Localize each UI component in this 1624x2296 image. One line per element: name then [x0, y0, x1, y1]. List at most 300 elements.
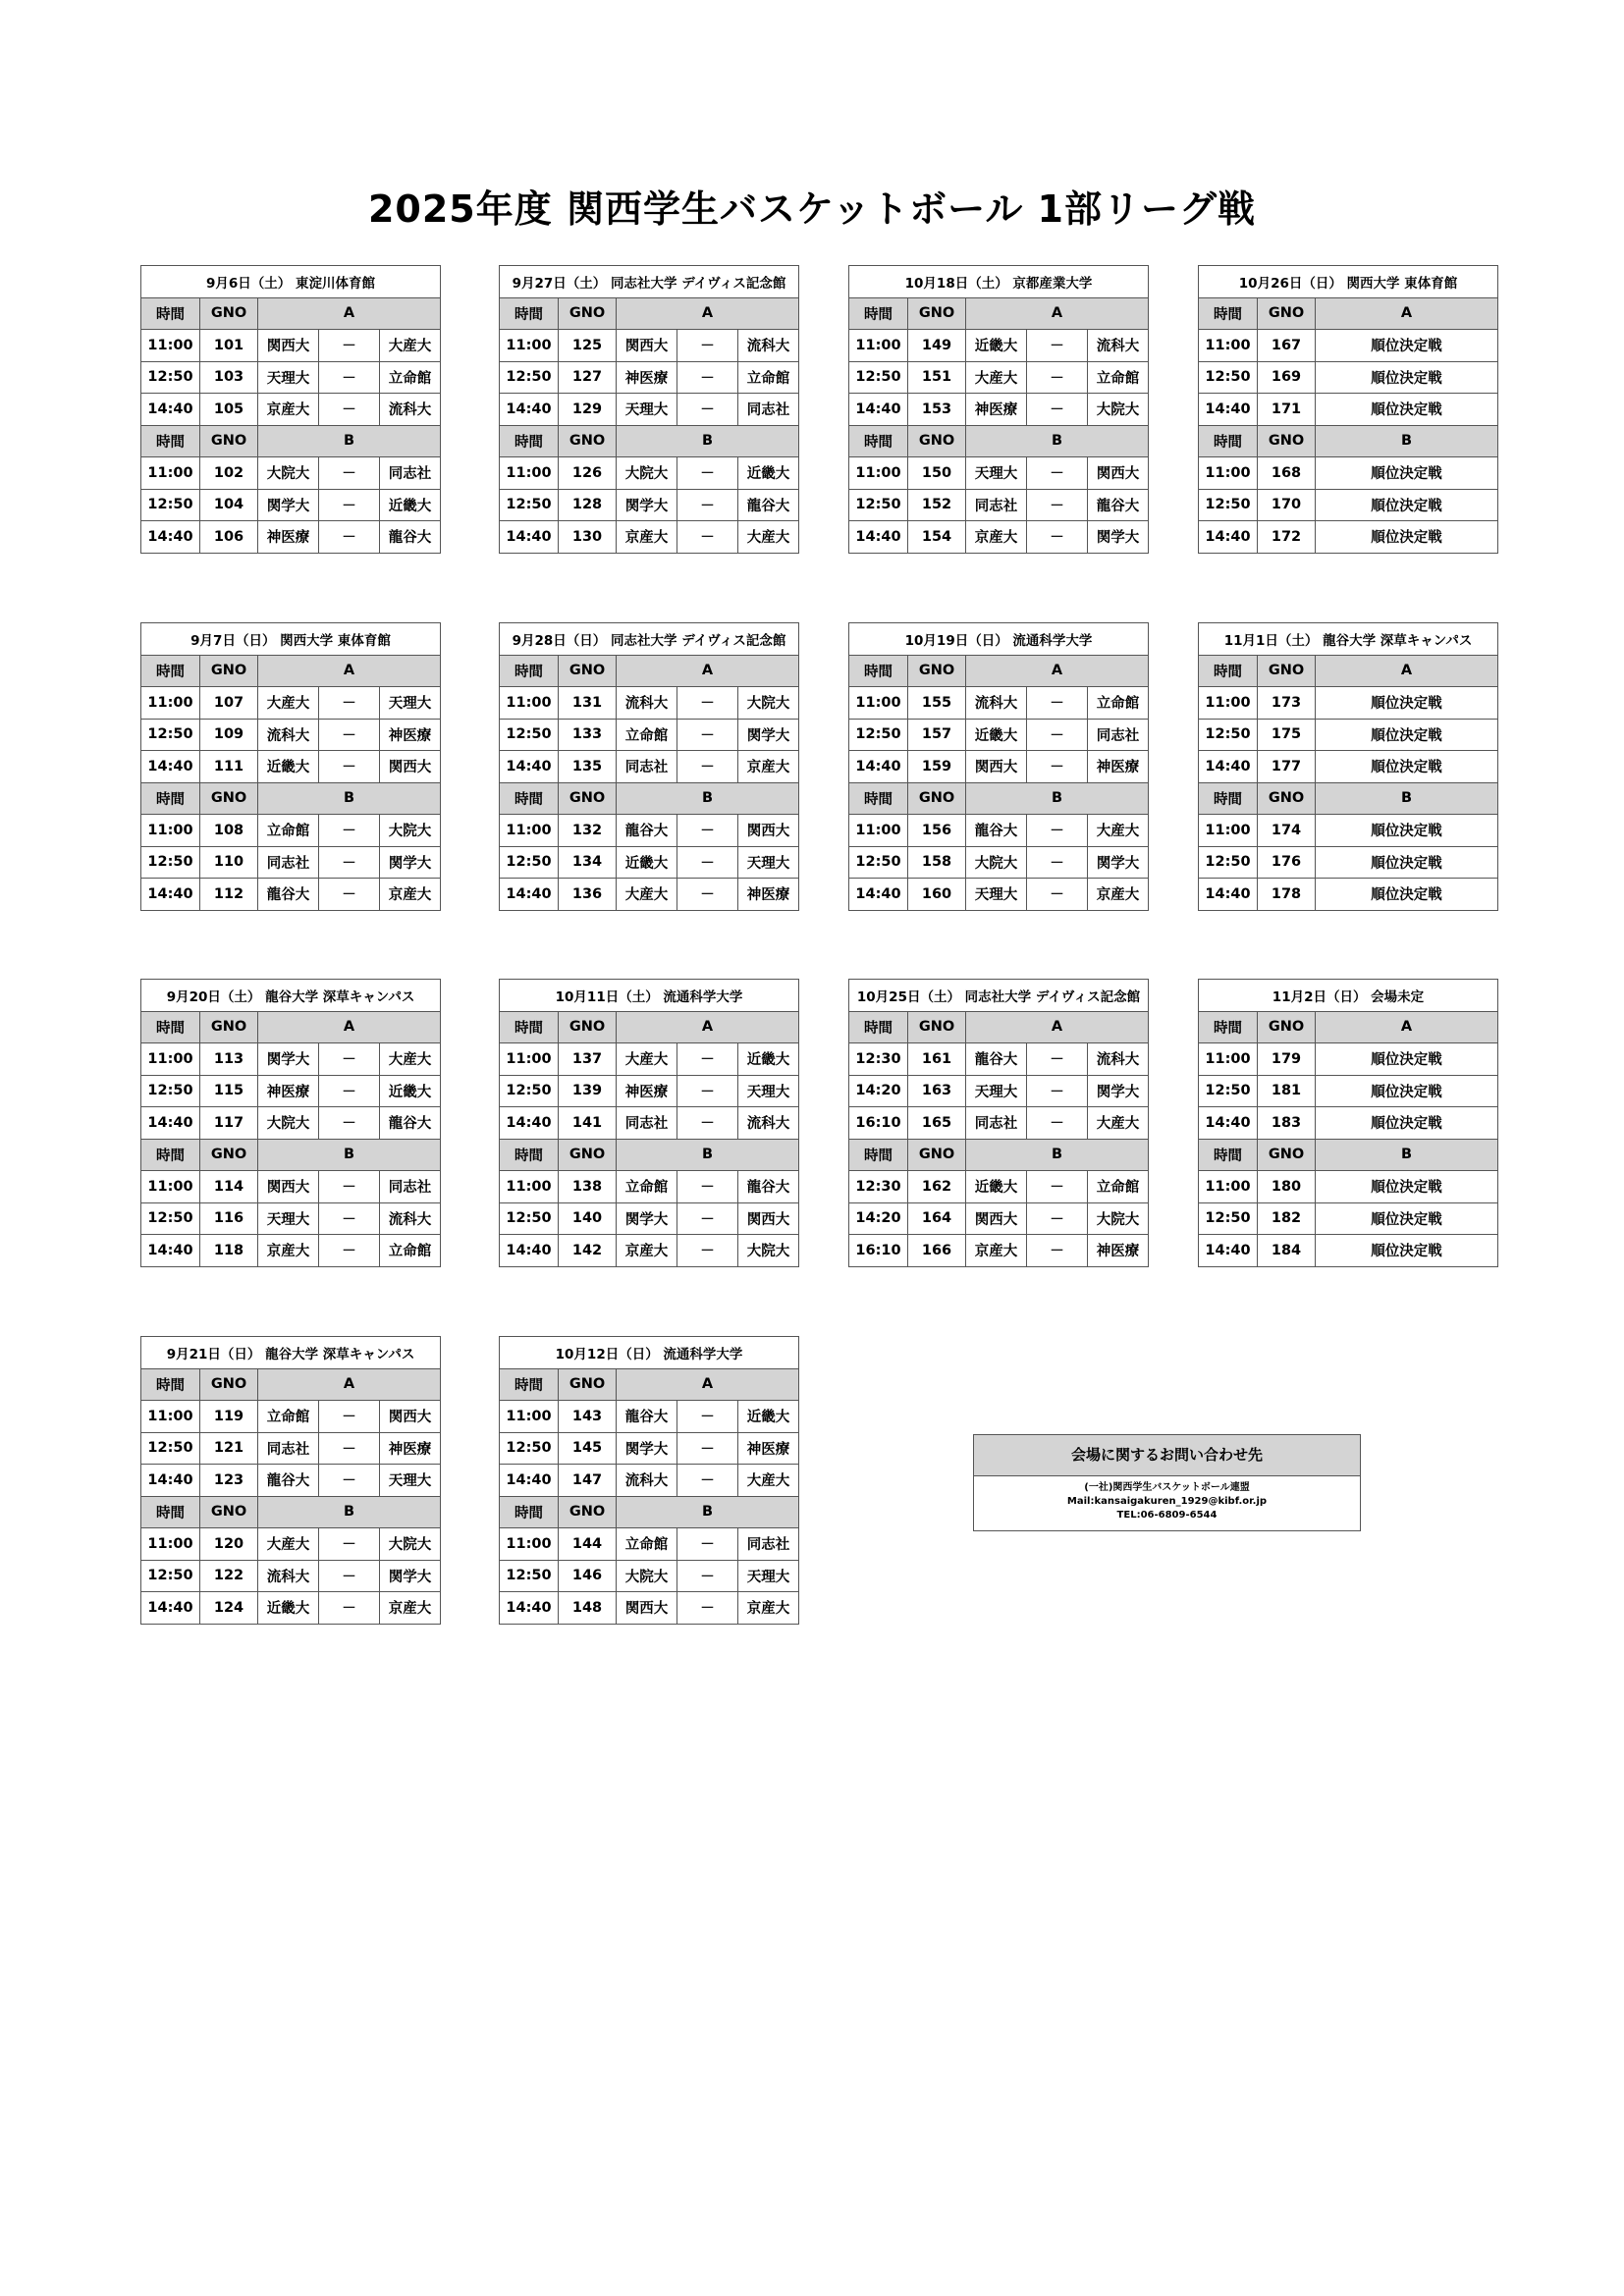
day-schedule-table	[499, 979, 798, 1267]
game-number: 146	[559, 1560, 617, 1592]
game-row	[849, 1171, 1149, 1203]
versus-dash: －	[677, 1592, 738, 1625]
group-header-row	[500, 425, 799, 457]
versus-dash: －	[319, 879, 380, 911]
game-time: 14:40	[1199, 521, 1258, 554]
game-number: 142	[559, 1235, 617, 1267]
game-row	[500, 719, 799, 751]
home-team: 龍谷大	[258, 879, 319, 911]
game-number: 123	[200, 1465, 258, 1497]
day-schedule-table	[499, 622, 798, 911]
schedule-table	[140, 1336, 441, 1625]
away-team: 大産大	[380, 330, 441, 362]
game-number: 140	[559, 1202, 617, 1235]
group-header-row	[1199, 425, 1498, 457]
home-team: 天理大	[258, 361, 319, 394]
game-number: 102	[200, 457, 258, 490]
versus-dash: －	[319, 1592, 380, 1625]
contact-mail: Mail:kansaigakuren_1929@kibf.or.jp	[1066, 1496, 1268, 1507]
game-number: 176	[1258, 846, 1316, 879]
group-label: A	[966, 297, 1149, 330]
game-row	[1199, 687, 1498, 720]
gno-column-header: GNO	[908, 1011, 966, 1043]
group-header-row	[500, 655, 799, 687]
game-row	[1199, 394, 1498, 426]
home-team: 龍谷大	[966, 815, 1027, 847]
game-number: 144	[559, 1528, 617, 1561]
game-number: 128	[559, 489, 617, 521]
time-column-header: 時間	[141, 1011, 200, 1043]
gno-column-header: GNO	[1258, 655, 1316, 687]
home-team: 龍谷大	[966, 1043, 1027, 1076]
schedule-table	[1198, 265, 1498, 554]
game-number: 141	[559, 1107, 617, 1140]
versus-dash: －	[319, 1560, 380, 1592]
game-number: 113	[200, 1043, 258, 1076]
game-number: 156	[908, 815, 966, 847]
gno-column-header: GNO	[559, 782, 617, 815]
group-label: A	[258, 655, 441, 687]
game-row	[500, 815, 799, 847]
group-label: B	[1316, 1139, 1498, 1171]
game-number: 157	[908, 719, 966, 751]
game-number: 106	[200, 521, 258, 554]
away-team: 大院大	[1088, 394, 1149, 426]
game-number: 114	[200, 1171, 258, 1203]
game-row	[500, 879, 799, 911]
time-column-header: 時間	[849, 297, 908, 330]
group-label: A	[258, 1011, 441, 1043]
game-time: 12:50	[500, 1560, 559, 1592]
away-team: 京産大	[738, 751, 799, 783]
group-label: A	[617, 1011, 799, 1043]
game-row	[849, 719, 1149, 751]
versus-dash: －	[677, 1560, 738, 1592]
away-team: 京産大	[738, 1592, 799, 1625]
game-time: 14:40	[500, 521, 559, 554]
versus-dash: －	[319, 1528, 380, 1561]
away-team: 天理大	[738, 846, 799, 879]
home-team: 近畿大	[966, 330, 1027, 362]
game-number: 119	[200, 1401, 258, 1433]
away-team: 同志社	[738, 1528, 799, 1561]
versus-dash: －	[1027, 1107, 1088, 1140]
schedule-table	[140, 979, 441, 1267]
game-number: 175	[1258, 719, 1316, 751]
versus-dash: －	[677, 1528, 738, 1561]
game-time: 12:50	[500, 361, 559, 394]
game-row	[500, 361, 799, 394]
home-team: 近畿大	[258, 751, 319, 783]
game-row	[1199, 521, 1498, 554]
game-row	[1199, 457, 1498, 490]
home-team: 京産大	[966, 521, 1027, 554]
game-time: 12:50	[500, 846, 559, 879]
home-team: 大院大	[617, 1560, 677, 1592]
game-time: 14:40	[141, 394, 200, 426]
game-row	[141, 1107, 441, 1140]
game-time: 12:50	[500, 1075, 559, 1107]
away-team: 神医療	[738, 1432, 799, 1465]
game-number: 115	[200, 1075, 258, 1107]
game-time: 11:00	[141, 687, 200, 720]
game-time: 14:40	[141, 1235, 200, 1267]
game-number: 164	[908, 1202, 966, 1235]
game-number: 133	[559, 719, 617, 751]
home-team: 流科大	[617, 1465, 677, 1497]
venue-date-header: 10月11日（土） 流通科学大学	[500, 980, 799, 1012]
game-number: 117	[200, 1107, 258, 1140]
venue-date-header: 9月21日（日） 龍谷大学 深草キャンパス	[141, 1337, 441, 1369]
game-number: 180	[1258, 1171, 1316, 1203]
gno-column-header: GNO	[200, 1139, 258, 1171]
home-team: 天理大	[966, 457, 1027, 490]
versus-dash: －	[677, 1075, 738, 1107]
away-team: 関西大	[738, 815, 799, 847]
game-row	[500, 1401, 799, 1433]
versus-dash: －	[319, 394, 380, 426]
game-row	[1199, 361, 1498, 394]
game-time: 14:40	[141, 1592, 200, 1625]
away-team: 大産大	[738, 521, 799, 554]
game-row	[141, 1043, 441, 1076]
game-number: 166	[908, 1235, 966, 1267]
game-time: 14:40	[849, 394, 908, 426]
home-team: 近畿大	[966, 1171, 1027, 1203]
gno-column-header: GNO	[559, 1139, 617, 1171]
game-row	[500, 521, 799, 554]
day-schedule-table	[848, 265, 1148, 554]
game-row	[500, 846, 799, 879]
time-column-header: 時間	[849, 425, 908, 457]
game-row	[1199, 815, 1498, 847]
venue-date-header: 10月19日（日） 流通科学大学	[849, 623, 1149, 656]
game-time: 14:40	[849, 751, 908, 783]
game-number: 124	[200, 1592, 258, 1625]
game-number: 165	[908, 1107, 966, 1140]
schedule-table	[140, 265, 441, 554]
game-row	[141, 1592, 441, 1625]
game-time: 12:50	[141, 719, 200, 751]
away-team: 関西大	[380, 751, 441, 783]
group-header-row	[141, 297, 441, 330]
placement-match: 順位決定戦	[1316, 1235, 1498, 1267]
away-team: 関学大	[738, 719, 799, 751]
group-label: B	[258, 1139, 441, 1171]
game-row	[500, 1202, 799, 1235]
day-schedule-table	[1198, 622, 1497, 911]
home-team: 関西大	[258, 1171, 319, 1203]
time-column-header: 時間	[849, 782, 908, 815]
away-team: 天理大	[380, 687, 441, 720]
versus-dash: －	[319, 361, 380, 394]
game-number: 154	[908, 521, 966, 554]
game-number: 148	[559, 1592, 617, 1625]
game-number: 173	[1258, 687, 1316, 720]
versus-dash: －	[677, 719, 738, 751]
venue-date-header: 10月12日（日） 流通科学大学	[500, 1337, 799, 1369]
away-team: 神医療	[380, 1432, 441, 1465]
versus-dash: －	[319, 1107, 380, 1140]
game-time: 12:50	[141, 1432, 200, 1465]
versus-dash: －	[319, 719, 380, 751]
game-row	[1199, 330, 1498, 362]
game-number: 160	[908, 879, 966, 911]
day-schedule-table	[499, 265, 798, 554]
game-time: 12:50	[500, 719, 559, 751]
game-number: 127	[559, 361, 617, 394]
group-header-row	[1199, 297, 1498, 330]
game-time: 14:40	[141, 1465, 200, 1497]
group-label: A	[258, 297, 441, 330]
placement-match: 順位決定戦	[1316, 330, 1498, 362]
game-time: 16:10	[849, 1107, 908, 1140]
home-team: 近畿大	[258, 1592, 319, 1625]
away-team: 立命館	[1088, 687, 1149, 720]
home-team: 立命館	[617, 1528, 677, 1561]
game-number: 143	[559, 1401, 617, 1433]
game-row	[1199, 1171, 1498, 1203]
game-row	[1199, 719, 1498, 751]
game-row	[849, 330, 1149, 362]
away-team: 関学大	[1088, 1075, 1149, 1107]
game-number: 132	[559, 815, 617, 847]
home-team: 大院大	[258, 457, 319, 490]
game-number: 101	[200, 330, 258, 362]
home-team: 関学大	[258, 489, 319, 521]
home-team: 関西大	[966, 1202, 1027, 1235]
game-row	[849, 687, 1149, 720]
away-team: 天理大	[738, 1075, 799, 1107]
group-header-row	[500, 297, 799, 330]
group-label: B	[1316, 425, 1498, 457]
group-header-row	[849, 1011, 1149, 1043]
group-header-row	[500, 1368, 799, 1401]
game-row	[141, 1235, 441, 1267]
home-team: 京産大	[617, 521, 677, 554]
home-team: 立命館	[617, 719, 677, 751]
game-row	[1199, 846, 1498, 879]
game-time: 11:00	[500, 815, 559, 847]
group-header-row	[1199, 655, 1498, 687]
game-time: 14:40	[1199, 1107, 1258, 1140]
game-row	[141, 330, 441, 362]
placement-match: 順位決定戦	[1316, 1202, 1498, 1235]
game-time: 11:00	[500, 1401, 559, 1433]
versus-dash: －	[677, 1107, 738, 1140]
away-team: 大産大	[738, 1465, 799, 1497]
placement-match: 順位決定戦	[1316, 394, 1498, 426]
game-time: 11:00	[1199, 687, 1258, 720]
game-time: 14:40	[500, 1465, 559, 1497]
venue-date-header: 9月7日（日） 関西大学 東体育館	[141, 623, 441, 656]
game-row	[849, 489, 1149, 521]
versus-dash: －	[319, 521, 380, 554]
contact-heading: 会場に関するお問い合わせ先	[974, 1435, 1360, 1476]
home-team: 関西大	[617, 330, 677, 362]
game-row	[849, 751, 1149, 783]
group-label: B	[966, 782, 1149, 815]
versus-dash: －	[319, 687, 380, 720]
game-time: 11:00	[1199, 1043, 1258, 1076]
contact-box	[973, 1434, 1361, 1531]
away-team: 近畿大	[738, 457, 799, 490]
game-time: 12:50	[500, 489, 559, 521]
game-time: 11:00	[500, 1171, 559, 1203]
versus-dash: －	[319, 846, 380, 879]
game-time: 14:40	[849, 879, 908, 911]
group-header-row	[849, 782, 1149, 815]
game-row	[500, 1560, 799, 1592]
time-column-header: 時間	[141, 655, 200, 687]
game-time: 11:00	[849, 687, 908, 720]
away-team: 龍谷大	[1088, 489, 1149, 521]
game-time: 12:50	[141, 361, 200, 394]
home-team: 天理大	[617, 394, 677, 426]
game-number: 107	[200, 687, 258, 720]
away-team: 立命館	[738, 361, 799, 394]
group-label: B	[258, 1496, 441, 1528]
home-team: 同志社	[617, 751, 677, 783]
home-team: 関西大	[258, 330, 319, 362]
game-row	[500, 1043, 799, 1076]
game-number: 138	[559, 1171, 617, 1203]
game-time: 12:50	[141, 489, 200, 521]
gno-column-header: GNO	[559, 655, 617, 687]
game-time: 14:40	[500, 394, 559, 426]
game-number: 178	[1258, 879, 1316, 911]
away-team: 神医療	[1088, 1235, 1149, 1267]
home-team: 関学大	[617, 1432, 677, 1465]
gno-column-header: GNO	[559, 1011, 617, 1043]
game-row	[500, 1235, 799, 1267]
versus-dash: －	[677, 815, 738, 847]
away-team: 同志社	[380, 457, 441, 490]
versus-dash: －	[319, 815, 380, 847]
versus-dash: －	[1027, 521, 1088, 554]
home-team: 流科大	[617, 687, 677, 720]
home-team: 龍谷大	[617, 815, 677, 847]
versus-dash: －	[319, 1043, 380, 1076]
group-label: B	[1316, 782, 1498, 815]
versus-dash: －	[677, 687, 738, 720]
placement-match: 順位決定戦	[1316, 521, 1498, 554]
group-label: B	[966, 425, 1149, 457]
game-number: 108	[200, 815, 258, 847]
time-column-header: 時間	[500, 297, 559, 330]
game-time: 12:50	[849, 719, 908, 751]
versus-dash: －	[677, 521, 738, 554]
group-label: B	[258, 782, 441, 815]
game-row	[849, 1107, 1149, 1140]
game-number: 147	[559, 1465, 617, 1497]
placement-match: 順位決定戦	[1316, 687, 1498, 720]
versus-dash: －	[1027, 361, 1088, 394]
game-number: 145	[559, 1432, 617, 1465]
versus-dash: －	[1027, 815, 1088, 847]
away-team: 関西大	[738, 1202, 799, 1235]
away-team: 大産大	[1088, 815, 1149, 847]
game-number: 122	[200, 1560, 258, 1592]
game-row	[849, 1043, 1149, 1076]
home-team: 天理大	[966, 1075, 1027, 1107]
placement-match: 順位決定戦	[1316, 489, 1498, 521]
away-team: 流科大	[380, 1202, 441, 1235]
home-team: 大産大	[258, 1528, 319, 1561]
away-team: 同志社	[738, 394, 799, 426]
placement-match: 順位決定戦	[1316, 361, 1498, 394]
versus-dash: －	[677, 1235, 738, 1267]
home-team: 京産大	[258, 394, 319, 426]
versus-dash: －	[319, 1171, 380, 1203]
gno-column-header: GNO	[908, 782, 966, 815]
group-header-row	[141, 1139, 441, 1171]
game-time: 12:30	[849, 1171, 908, 1203]
game-row	[141, 457, 441, 490]
venue-date-header: 10月25日（土） 同志社大学 デイヴィス記念館	[849, 980, 1149, 1012]
game-time: 11:00	[500, 330, 559, 362]
schedule-table	[499, 1336, 799, 1625]
gno-column-header: GNO	[200, 1011, 258, 1043]
page-title: 2025年度 関西学生バスケットボール 1部リーグ戦	[367, 187, 1256, 231]
game-number: 116	[200, 1202, 258, 1235]
game-number: 179	[1258, 1043, 1316, 1076]
game-time: 11:00	[500, 687, 559, 720]
venue-date-header: 9月6日（土） 東淀川体育館	[141, 266, 441, 298]
versus-dash: －	[1027, 751, 1088, 783]
placement-match: 順位決定戦	[1316, 1171, 1498, 1203]
game-row	[500, 1465, 799, 1497]
time-column-header: 時間	[500, 1368, 559, 1401]
away-team: 近畿大	[380, 489, 441, 521]
placement-match: 順位決定戦	[1316, 1043, 1498, 1076]
group-header-row	[141, 1368, 441, 1401]
game-row	[500, 1528, 799, 1561]
time-column-header: 時間	[1199, 425, 1258, 457]
away-team: 京産大	[380, 1592, 441, 1625]
game-number: 162	[908, 1171, 966, 1203]
game-number: 130	[559, 521, 617, 554]
game-time: 11:00	[1199, 330, 1258, 362]
gno-column-header: GNO	[1258, 1139, 1316, 1171]
away-team: 立命館	[1088, 361, 1149, 394]
time-column-header: 時間	[1199, 1139, 1258, 1171]
game-row	[141, 1432, 441, 1465]
group-header-row	[849, 655, 1149, 687]
game-time: 12:50	[849, 846, 908, 879]
game-row	[141, 879, 441, 911]
game-row	[849, 1202, 1149, 1235]
away-team: 関学大	[1088, 846, 1149, 879]
game-time: 12:50	[500, 1202, 559, 1235]
game-number: 159	[908, 751, 966, 783]
schedule-table	[1198, 622, 1498, 911]
game-row	[141, 394, 441, 426]
versus-dash: －	[1027, 1043, 1088, 1076]
group-header-row	[500, 1496, 799, 1528]
day-schedule-table	[140, 622, 440, 911]
game-row	[1199, 489, 1498, 521]
day-schedule-table	[848, 622, 1148, 911]
day-schedule-table	[1198, 979, 1497, 1267]
time-column-header: 時間	[500, 1139, 559, 1171]
versus-dash: －	[1027, 489, 1088, 521]
game-number: 126	[559, 457, 617, 490]
placement-match: 順位決定戦	[1316, 1075, 1498, 1107]
game-row	[1199, 1202, 1498, 1235]
game-number: 177	[1258, 751, 1316, 783]
game-time: 11:00	[500, 1043, 559, 1076]
